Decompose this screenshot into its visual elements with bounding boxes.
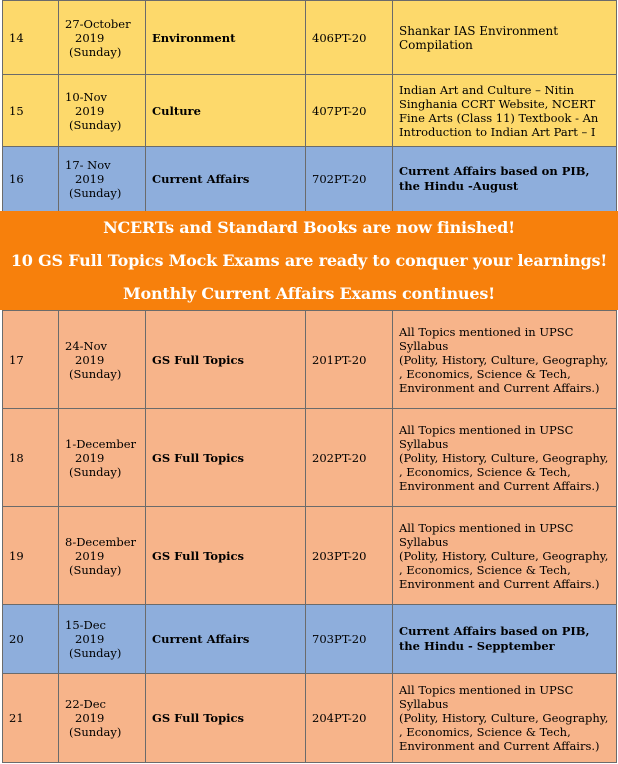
exam-code: 203PT-20	[306, 507, 393, 605]
table-row	[3, 311, 617, 409]
exam-code: 204PT-20	[306, 674, 393, 763]
row-number: 18	[3, 409, 59, 507]
exam-subject: Current Affairs	[146, 605, 306, 674]
banner-line-1: NCERTs and Standard Books are now finished!	[103, 218, 515, 237]
table-row	[3, 1, 617, 75]
row-number: 19	[3, 507, 59, 605]
exam-details: All Topics mentioned in UPSC Syllabus (Polity, History, Culture, Geography, , Economics, Science & Tech, Environment and Current Affairs.)	[393, 409, 617, 507]
exam-subject: GS Full Topics	[146, 311, 306, 409]
exam-code: 703PT-20	[306, 605, 393, 674]
exam-subject: GS Full Topics	[146, 674, 306, 763]
table-row	[3, 674, 617, 763]
banner-line-3: Monthly Current Affairs Exams continues!	[123, 284, 495, 303]
exam-date: 17- Nov 2019 (Sunday)	[59, 147, 146, 212]
exam-details: Shankar IAS Environment Compilation	[393, 1, 617, 75]
table-row	[3, 605, 617, 674]
exam-date: 1-December 2019 (Sunday)	[59, 409, 146, 507]
exam-date: 27-October 2019 (Sunday)	[59, 1, 146, 75]
exam-code: 702PT-20	[306, 147, 393, 212]
announcement-banner	[0, 211, 618, 310]
exam-date: 22-Dec 2019 (Sunday)	[59, 674, 146, 763]
row-number: 20	[3, 605, 59, 674]
schedule-table-top	[2, 0, 617, 212]
table-row	[3, 147, 617, 212]
exam-code: 202PT-20	[306, 409, 393, 507]
exam-subject: Current Affairs	[146, 147, 306, 212]
row-number: 16	[3, 147, 59, 212]
exam-date: 8-December 2019 (Sunday)	[59, 507, 146, 605]
exam-code: 201PT-20	[306, 311, 393, 409]
table-row	[3, 75, 617, 147]
row-number: 17	[3, 311, 59, 409]
exam-details: Current Affairs based on PIB, the Hindu - Sepptember	[393, 605, 617, 674]
exam-subject: Environment	[146, 1, 306, 75]
exam-details: All Topics mentioned in UPSC Syllabus (Polity, History, Culture, Geography, , Economics, Science & Tech, Environment and Current Affairs.)	[393, 507, 617, 605]
exam-code: 406PT-20	[306, 1, 393, 75]
exam-details: Current Affairs based on PIB, the Hindu -August	[393, 147, 617, 212]
row-number: 14	[3, 1, 59, 75]
row-number: 21	[3, 674, 59, 763]
exam-date: 10-Nov 2019 (Sunday)	[59, 75, 146, 147]
banner-line-2: 10 GS Full Topics Mock Exams are ready to conquer your learnings!	[10, 251, 608, 270]
table-row	[3, 409, 617, 507]
exam-details: All Topics mentioned in UPSC Syllabus (Polity, History, Culture, Geography, , Economics, Science & Tech, Environment and Current Affairs.)	[393, 674, 617, 763]
row-number: 15	[3, 75, 59, 147]
exam-subject: GS Full Topics	[146, 507, 306, 605]
exam-date: 24-Nov 2019 (Sunday)	[59, 311, 146, 409]
exam-details: Indian Art and Culture – Nitin Singhania CCRT Website, NCERT Fine Arts (Class 11) Textbook - An Introduction to Indian Art Part – I	[393, 75, 617, 147]
table-row	[3, 507, 617, 605]
exam-subject: Culture	[146, 75, 306, 147]
exam-details: All Topics mentioned in UPSC Syllabus (Polity, History, Culture, Geography, , Economics, Science & Tech, Environment and Current Affairs.)	[393, 311, 617, 409]
exam-subject: GS Full Topics	[146, 409, 306, 507]
exam-date: 15-Dec 2019 (Sunday)	[59, 605, 146, 674]
schedule-table-bottom	[2, 310, 617, 763]
exam-code: 407PT-20	[306, 75, 393, 147]
